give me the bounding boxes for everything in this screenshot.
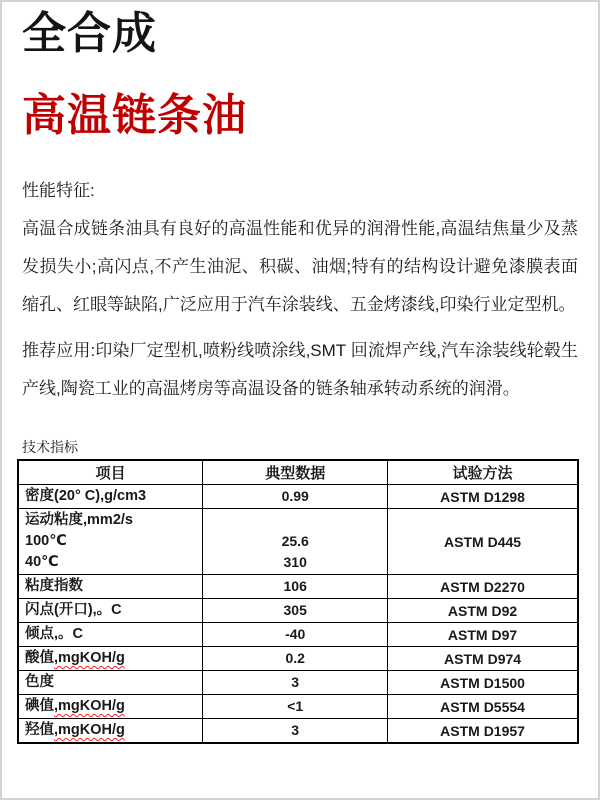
product-title-line1: 全合成 [22, 9, 157, 58]
spec-item-text: 100℃ [25, 533, 67, 549]
spec-col-header-value: 典型数据 [203, 460, 388, 485]
spec-col-header-method: 试验方法 [388, 460, 578, 485]
table-row [18, 485, 578, 509]
spec-method-cell: ASTM D5554 [388, 695, 578, 719]
table-row [18, 695, 578, 719]
performance-description: 高温合成链条油具有良好的高温性能和优异的润滑性能,高温结焦量少及蒸发损失小;高闪点,不产生油泥、积碳、油烟;特有的结构设计避免漆膜表面缩孔、红眼等缺陷,广泛应用于汽车涂装线、五金烤漆线,印染行业定型机。 [22, 219, 578, 314]
spec-value-cell: 25.6 310 [203, 509, 388, 575]
table-row [18, 671, 578, 695]
spec-item-text: 40℃ [25, 554, 59, 570]
spec-item-cell [18, 575, 203, 599]
spec-item-cell [18, 671, 203, 695]
spellcheck-underlined-text: ,mgKOH/g [54, 722, 125, 738]
table-row [18, 599, 578, 623]
recommended-applications: 推荐应用:印染厂定型机,喷粉线喷涂线,SMT 回流焊产线,汽车涂装线轮毂生产线,陶瓷工业的高温烤房等高温设备的链条轴承转动系统的润滑。 [22, 341, 578, 398]
spec-item-text: 密度(20° C),g/cm3 [25, 488, 147, 504]
spellcheck-underlined-text: ,mgKOH/g [54, 650, 125, 666]
spec-table [17, 459, 579, 744]
spec-value-cell: 0.99 [203, 485, 388, 509]
table-row [18, 647, 578, 671]
spec-value-cell: 3 [203, 671, 388, 695]
spec-method-cell: ASTM D97 [388, 623, 578, 647]
spec-item-cell [18, 695, 203, 719]
spec-item-text: 色度 [25, 674, 54, 690]
spec-item-text: 碘值 [25, 698, 54, 714]
spec-item-cell [18, 719, 203, 744]
spec-value-cell: 305 [203, 599, 388, 623]
spec-item-text: 运动粘度,mm2/s [25, 512, 133, 528]
spec-item-text: 粘度指数 [25, 578, 83, 594]
table-row [18, 575, 578, 599]
spec-item-text: 羟值 [25, 722, 54, 738]
spec-method-cell: ASTM D1957 [388, 719, 578, 744]
spec-method-cell: ASTM D445 [388, 509, 578, 575]
spec-value-cell: 3 [203, 719, 388, 744]
performance-section-label: 性能特征: [22, 181, 95, 200]
spec-col-header-item: 项目 [18, 460, 203, 485]
spec-method-cell: ASTM D974 [388, 647, 578, 671]
spec-item-text: 倾点,。C [25, 626, 83, 642]
spec-value-cell: 0.2 [203, 647, 388, 671]
product-title-line2: 高温链条油 [22, 91, 247, 140]
spec-item-cell [18, 509, 203, 575]
spec-header-row [18, 460, 578, 485]
spec-item-text: 闪点(开口),。C [25, 602, 122, 618]
spec-value-cell: <1 [203, 695, 388, 719]
spellcheck-underlined-text: ,mgKOH/g [54, 698, 125, 714]
table-row [18, 719, 578, 744]
spec-method-cell: ASTM D92 [388, 599, 578, 623]
spec-item-cell [18, 623, 203, 647]
spec-value-cell: 106 [203, 575, 388, 599]
spec-method-cell: ASTM D2270 [388, 575, 578, 599]
spec-item-cell [18, 599, 203, 623]
spec-method-cell: ASTM D1298 [388, 485, 578, 509]
spec-item-text: 酸值 [25, 650, 54, 666]
spec-value-cell: -40 [203, 623, 388, 647]
table-row [18, 509, 578, 575]
spec-table-body [18, 485, 578, 744]
spec-item-cell [18, 647, 203, 671]
table-row [18, 623, 578, 647]
spec-item-cell [18, 485, 203, 509]
spec-method-cell: ASTM D1500 [388, 671, 578, 695]
spec-table-label: 技术指标 [22, 439, 78, 455]
